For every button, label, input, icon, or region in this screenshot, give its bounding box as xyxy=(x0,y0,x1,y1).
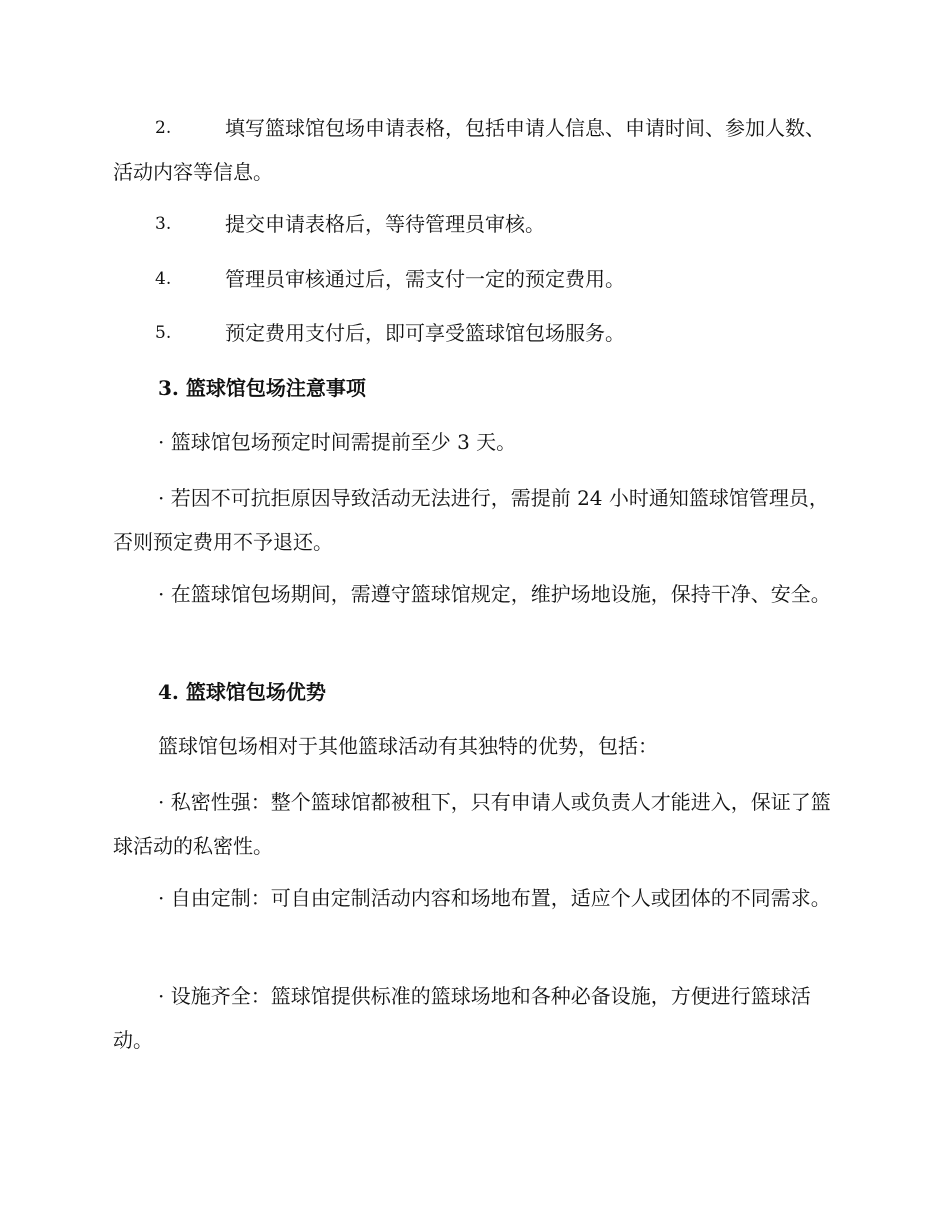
step-number: 3. xyxy=(155,214,172,234)
step-text: 提交申请表格后，等待管理员审核。 xyxy=(225,212,545,236)
step-number: 4. xyxy=(155,269,172,289)
step-text: 管理员审核通过后，需支付一定的预定费用。 xyxy=(225,267,625,291)
notice-item: · 篮球馆包场预定时间需提前至少 3 天。 xyxy=(158,430,517,454)
step-number: 5. xyxy=(155,323,172,343)
advantage-item: · 设施齐全：篮球馆提供标准的篮球场地和各种必备设施，方便进行篮球活动。 xyxy=(113,984,811,1052)
section-heading: 3. 篮球馆包场注意事项 xyxy=(158,376,366,400)
step-item xyxy=(113,257,838,301)
notice-item: · 在篮球馆包场期间，需遵守篮球馆规定，维护场地设施，保持干净、安全。 xyxy=(158,582,831,606)
section-heading: 4. 篮球馆包场优势 xyxy=(158,680,326,704)
intro-paragraph: 篮球馆包场相对于其他篮球活动有其独特的优势，包括： xyxy=(158,734,658,758)
step-text: 填写篮球馆包场申请表格，包括申请人信息、申请时间、参加人数、活动内容等信息。 xyxy=(113,116,825,184)
step-text: 预定费用支付后，即可享受篮球馆包场服务。 xyxy=(225,321,625,345)
step-item xyxy=(113,311,838,355)
advantage-item: · 自由定制：可自由定制活动内容和场地布置，适应个人或团体的不同需求。 xyxy=(158,886,831,910)
notice-item: · 若因不可抗拒原因导致活动无法进行，需提前 24 小时通知篮球馆管理员，否则预定费用不予退还。 xyxy=(113,486,829,554)
step-item xyxy=(113,202,838,246)
step-number: 2. xyxy=(155,118,172,138)
advantage-item: · 私密性强：整个篮球馆都被租下，只有申请人或负责人才能进入，保证了篮球活动的私密性。 xyxy=(113,790,831,858)
step-item xyxy=(113,106,838,194)
